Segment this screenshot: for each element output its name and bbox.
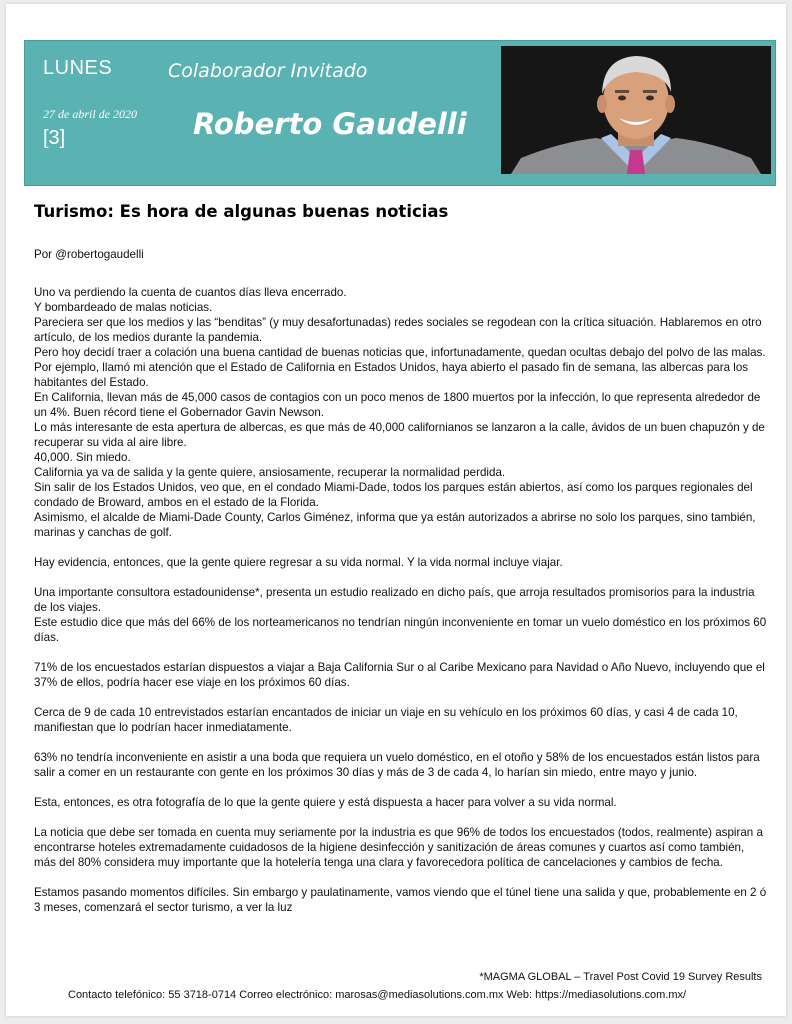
text-line: Sin salir de los Estados Unidos, veo que, en el condado Miami-Dade, todos los parques están abiertos, así como los parques regionales del condado de Broward, ambos en el estado de la Florida. (34, 481, 753, 509)
text-line: La noticia que debe ser tomada en cuenta muy seriamente por la industria es que 96% de todos los encuestados (todos, realmente) aspiran a encontrarse hoteles extremadamente cuidadosos de la higiene desinfección y sanitización de áreas comunes y cuartos así como también, más del 80% considera muy importante que la hotelería tenga una clara y favorecedora política de cancelaciones y cambios de fecha. (34, 826, 763, 869)
paragraph-1 (34, 285, 768, 540)
text-line: Una importante consultora estadounidense*, presenta un estudio realizado en dicho país, que arroja resultados promisorios para la industria de los viajes. (34, 586, 755, 614)
paragraph-8 (34, 825, 768, 870)
text-line: Asimismo, el alcalde de Miami-Dade County, Carlos Giménez, informa que ya están autorizados a abrirse no solo los parques, sino también, marinas y canchas de golf. (34, 511, 756, 539)
paragraph-6 (34, 750, 768, 780)
paragraph-2 (34, 555, 768, 570)
text-line: Por ejemplo, llamó mi atención que el Estado de California en Estados Unidos, haya abierto el pasado fin de semana, las albercas para los habitantes del Estado. (34, 361, 749, 389)
text-line: Cerca de 9 de cada 10 entrevistados estarían encantados de iniciar un viaje en su vehículo en los próximos 60 días, y casi 4 de cada 10, manifiestan que lo podrían hacer inmediatamente. (34, 706, 738, 734)
text-line: Pareciera ser que los medios y las “benditas” (y muy desafortunadas) redes sociales se regodean con la crítica situación. Hablaremos en otro artículo, de los medios durante la pandemia. (34, 316, 762, 344)
text-line: Lo más interesante de esta apertura de albercas, es que más de 40,000 californianos se lanzaron a la calle, ávidos de un buen chapuzón y de recuperar su vida al aire libre. (34, 421, 765, 449)
text-line: 63% no tendría inconveniente en asistir a una boda que requiera un vuelo doméstico, en el otoño y 58% de los encuestados están listos para salir a comer en un restaurante con gente en los próximos 30 días y más de 3 de cada 4, lo harían sin miedo, entre mayo y junio. (34, 751, 760, 779)
paragraph-5 (34, 705, 768, 735)
publication-date: 27 de abril de 2020 (43, 107, 137, 121)
text-line: 71% de los encuestados estarían dispuestos a viajar a Baja California Sur o al Caribe Mexicano para Navidad o Año Nuevo, incluyendo que el 37% de ellos, podría hacer ese viaje en los próximos 60 días. (34, 661, 765, 689)
text-line: Pero hoy decidí traer a colación una buena cantidad de buenas noticias que, infortunadamente, quedan ocultas debajo del polvo de las malas. (34, 346, 766, 359)
text-line: Esta, entonces, es otra fotografía de lo que la gente quiere y está dispuesta a hacer para volver a su vida normal. (34, 796, 617, 809)
text-line: Uno va perdiendo la cuenta de cuantos días lleva encerrado. (34, 286, 347, 299)
article-headline: Turismo: Es hora de algunas buenas noticias (34, 202, 449, 221)
article-body (34, 202, 768, 930)
article-byline: Por @robertogaudelli (34, 248, 144, 261)
author-photo (501, 46, 771, 174)
text-line: Estamos pasando momentos difíciles. Sin embargo y paulatinamente, vamos viendo que el túnel tiene una salida y que, probablemente en 2 ó 3 meses, comenzará el sector turismo, a ver la luz (34, 886, 767, 914)
text-line: California ya va de salida y la gente quiere, ansiosamente, recuperar la normalidad perdida. (34, 466, 506, 479)
text-line: Y bombardeado de malas noticias. (34, 301, 213, 314)
weekday-label: LUNES (43, 57, 113, 79)
text-line: Este estudio dice que más del 66% de los norteamericanos no tendrían ningún inconveniente en tomar un vuelo doméstico en los próximos 60 días. (34, 616, 767, 644)
text-line: En California, llevan más de 45,000 casos de contagios con un poco menos de 1800 muertos por la infección, lo que representa alrededor de un 4%. Buen récord tiene el Gobernador Gavin Newson. (34, 391, 761, 419)
contact-info: Contacto telefónico: 55 3718-0714 Correo electrónico: marosas@mediasolutions.com.mx Web: https://mediasolutions.com.mx/ (68, 989, 687, 1001)
text-line: Hay evidencia, entonces, que la gente quiere regresar a su vida normal. Y la vida normal incluye viajar. (34, 556, 563, 569)
contributor-role: Colaborador Invitado (168, 60, 368, 82)
header-banner (24, 40, 776, 186)
author-name: Roberto Gaudelli (193, 107, 467, 141)
paragraph-3 (34, 585, 768, 645)
text-line: 40,000. Sin miedo. (34, 451, 131, 464)
paragraph-7 (34, 795, 768, 810)
document-page (6, 4, 786, 1016)
source-footnote: *MAGMA GLOBAL – Travel Post Covid 19 Survey Results (479, 971, 762, 983)
paragraph-4 (34, 660, 768, 690)
issue-number: [3] (43, 127, 66, 149)
paragraph-9 (34, 885, 768, 915)
